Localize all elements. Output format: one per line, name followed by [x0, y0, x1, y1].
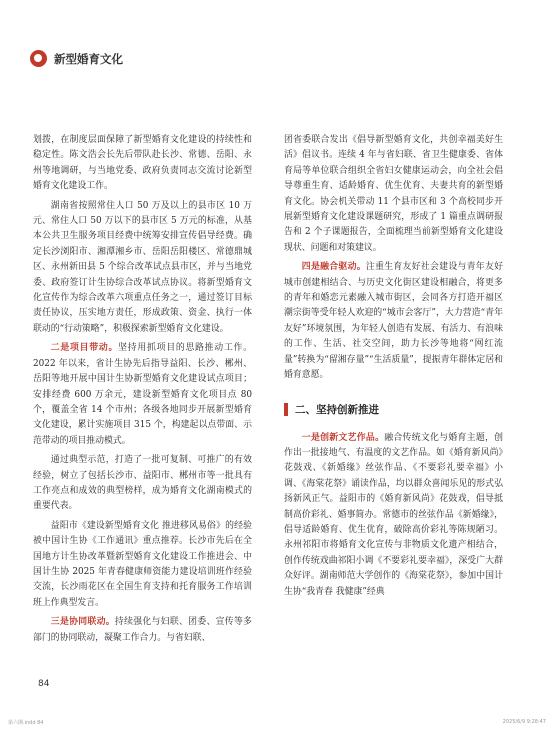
paragraph-lead: 四是融合驱动。: [301, 262, 366, 273]
paragraph-text: 注重生育友好社会建设与青年友好城市创建相结合、与历史文化街区建设相融合，将更多的青年和婚恋元素融入城市街区，会同各方打造开福区潮宗街等受年轻人欢迎的“城市会客厅”，大力营造“青年友好”环境氛围，为年轻人创造有发展、有活力、有浪味的工作、生活、社交空间，助力长沙等地将“网红流量”转换为“留湘存量”“生活质量”，提振青年群体定居和婚育意愿。: [284, 262, 503, 381]
page-number: 84: [38, 679, 50, 689]
print-slug-file: 第六期.indd 84: [8, 720, 44, 726]
print-slug-date: 2025/6/9 9:28:47: [502, 719, 546, 725]
page-header: [30, 50, 123, 67]
left-column: [33, 133, 252, 650]
magazine-logo-icon: [30, 50, 47, 67]
paragraph-text: 益阳市《建设新型婚育文化 推进移风易俗》的经验被中国计生协《工作通讯》重点推荐。长沙市先后在全国地方计生协改革暨新型婚育文化建设工作推进会、中国计生协 2025 年青春健康师资能力建设培训班作经验交流，长沙雨花区在全国生育支持和托育服务工作培训班上作典型发言。: [33, 520, 252, 608]
paragraph: [33, 341, 252, 449]
section-heading: [284, 402, 503, 417]
right-column-bottom: [284, 431, 503, 600]
paragraph: [33, 615, 252, 646]
paragraph-lead: 二是项目带动。: [50, 343, 119, 354]
paragraph: [284, 133, 503, 256]
paragraph-text: 团省委联合发出《倡导新型婚育文化，共创幸福美好生活》倡议书。连续 4 年与省妇联、省卫生健康委、省体育局等单位联合组织全省妇女健康运动会，向全社会倡导尊重生育、适龄婚育、优生优育、夫妻共育的新型婚育文化。协会机关带动 11 个县市区和 3 个高校同步开展新型婚育文化建设课题研究，形成了 1 篇重点调研报告和 2 个子课题报告，全面梳理当前新型婚育文化建设现状、问题和对策建议。: [284, 135, 503, 253]
paragraph-text: 划拨，在制度层面保障了新型婚育文化建设的持续性和稳定性。陈文浩会长先后带队赴长沙、常德、岳阳、永州等地调研，与当地党委、政府负责同志交流讨论新型婚育文化建设工作。: [33, 135, 252, 192]
right-column: [284, 133, 503, 604]
paragraph: [284, 431, 503, 600]
paragraph-text: 融合传统文化与婚育主题，创作出一批接地气、有温度的文艺作品。如《婚育新风尚》花鼓戏、《新婚缘》丝弦作品、《不要彩礼要幸福》小调、《海棠花祭》诵读作品，均以群众喜闻乐见的形式弘扬新风正气。益阳市的《婚育新风尚》花鼓戏，倡导抵制高价彩礼、婚事简办。常德市的丝弦作品《新婚缘》，倡导适龄婚育、优生优育，破除高价彩礼等陈规陋习。永州祁阳市将婚育文化宣传与非物质文化遗产相结合，创作传统戏曲祁阳小调《不要彩礼要幸福》，深受广大群众好评。湖南师范大学创作的《海棠花祭》，参加中国计生协“我青春 我健康”经典: [284, 432, 504, 597]
paragraph: [33, 453, 252, 515]
paragraph-text: 通过典型示范，打造了一批可复制、可推广的有效经验，树立了包括长沙市、益阳市、郴州市等一批具有工作亮点和成效的典型榜样，成为婚育文化湖南模式的重要代表。: [33, 455, 252, 512]
paragraph-text: 湖南省按照常住人口 50 万及以上的县市区 10 万元、常住人口 50 万以下的县市区 5 万元的标准，从基本公共卫生服务项目经费中统筹安排宣传倡导经费。确定长沙浏阳市、湘潭湘乡市、岳阳岳阳楼区、常德鼎城区、永州新田县 5 个综合改革试点县市区，并与当地党委、政府签订计生协综合改革试点协议。将新型婚育文化宣传作为综合改革六项重点任务之一，通过签订目标责任协议，压实地方责任，形成政策、资金、执行一体联动的“行动策略”，积极探索新型婚育文化建设。: [33, 200, 252, 334]
section-marker: [284, 403, 288, 416]
paragraph-text: 持续强化与妇联、团委、宣传等多部门的协同联动，凝聚工作合力。与省妇联、: [33, 617, 252, 643]
paragraph-lead: 三是协同联动。: [50, 617, 115, 628]
paragraph: [33, 133, 252, 195]
section-title: 二、坚持创新推进: [295, 403, 379, 416]
column-title: 新型婚育文化: [54, 51, 123, 66]
paragraph: [33, 199, 252, 338]
paragraph: [33, 519, 252, 611]
paragraph-text: 坚持用抓项目的思路推动工作。2022 年以来，省计生协先后指导益阳、长沙、郴州、岳阳等地开展中国计生协新型婚育文化建设试点项目；安排经费 600 万余元，建设新型婚育文化项目点 80 个，覆盖全省 14 个市州；各级各地同步开展新型婚育文化建设，累计实施项目 315 个，构建起以点带面、示范带动的项目推动模式。: [33, 343, 253, 446]
right-column-top: [284, 133, 503, 384]
paragraph-lead: 一是创新文艺作品。: [301, 432, 385, 443]
paragraph: [284, 260, 503, 383]
